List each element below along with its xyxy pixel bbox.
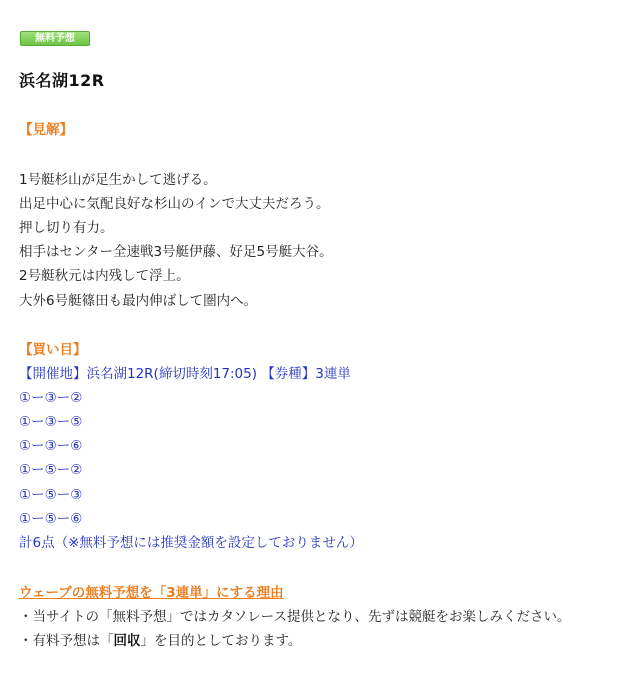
opinion-line: 押し切り有力。	[19, 220, 114, 236]
picks-info: 【開催地】浜名湖12R(締切時刻17:05) 【券種】3連単	[19, 366, 351, 382]
race-title: 浜名湖12R	[19, 71, 105, 90]
reason-line-text: 」を目的としております。	[140, 633, 302, 649]
opinion-line: 2号艇秋元は内残して浮上。	[19, 268, 190, 284]
pick-combo: ①ー③ー②	[19, 390, 83, 406]
pick-combo: ①ー⑤ー③	[19, 487, 83, 503]
opinion-line: 出足中心に気配良好な杉山のインで大丈夫だろう。	[19, 196, 330, 212]
pick-combo: ①ー③ー⑥	[19, 438, 83, 454]
reason-line: ・当サイトの「無料予想」ではカタソレース提供となり、先ずは競艇をお楽しみください。	[19, 609, 571, 625]
pick-combo: ①ー⑤ー②	[19, 462, 83, 478]
pick-combo: ①ー③ー⑤	[19, 414, 83, 430]
picks-heading: 【買い目】	[19, 342, 87, 358]
opinion-heading: 【見解】	[19, 122, 73, 138]
reason-bold-text: 回収	[113, 633, 141, 649]
free-prediction-badge: 無料予想	[20, 31, 90, 46]
opinion-line: 相手はセンター全速戦3号艇伊藤、好足5号艇大谷。	[19, 244, 333, 260]
opinion-line: 大外6号艇篠田も最内伸ばして圏内へ。	[19, 293, 258, 309]
reason-link[interactable]: ウェーブの無料予想を「3連単」にする理由	[19, 585, 284, 601]
reason-line-text: ・有料予想は「	[19, 633, 114, 649]
pick-combo: ①ー⑤ー⑥	[19, 511, 83, 527]
reason-line	[19, 632, 301, 650]
picks-total: 計6点（※無料予想には推奨金額を設定しておりません）	[19, 535, 363, 551]
opinion-line: 1号艇杉山が足生かして逃げる。	[19, 172, 217, 188]
